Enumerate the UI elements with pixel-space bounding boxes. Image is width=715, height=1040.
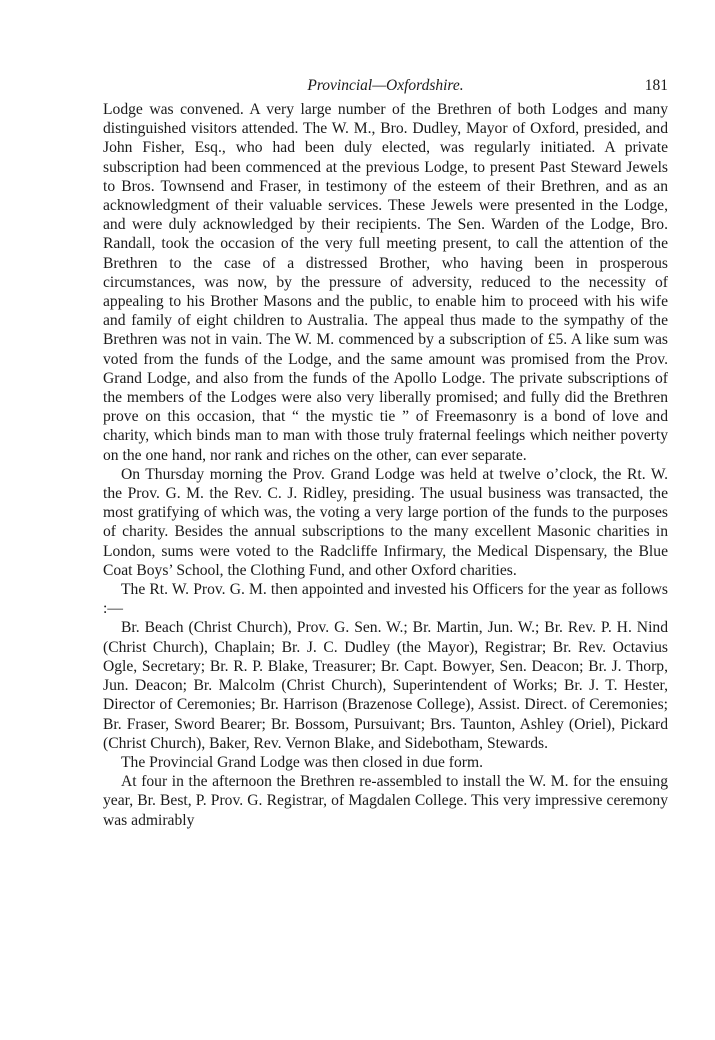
- paragraph-installation: At four in the afternoon the Brethren re-assembled to install the W. M. for the ensuing year, Br. Best, P. Prov. G. Registrar, of Magdalen College. This very impressive ceremony was admirably: [103, 773, 668, 829]
- paragraph-thursday-meeting: On Thursday morning the Prov. Grand Lodge was held at twelve o’clock, the Rt. W. the Prov. G. M. the Rev. C. J. Ridley, presiding. The usual business was transacted, the most gratifying of which was, the voting a very large portion of the funds to the purposes of charity. Besides the annual subscriptions to the many excellent Masonic charities in London, sums were voted to the Radcliffe Infirmary, the Medical Dispensary, the Blue Coat Boys’ School, the Clothing Fund, and other Oxford charities.: [103, 465, 668, 579]
- paragraph-lodge-convened: Lodge was convened. A very large number of the Brethren of both Lodges and many distinguished visitors attended. The W. M., Bro. Dudley, Mayor of Oxford, presided, and John Fisher, Esq., who had been duly elected, was regularly initiated. A private subscription had been commenced at the previous Lodge, to present Past Steward Jewels to Bros. Townsend and Fraser, in testimony of the esteem of their Brethren, and as an acknowledgment of their valuable services. These Jewels were presented in the Lodge, and were duly acknowledged by their recipients. The Sen. Warden of the Lodge, Bro. Randall, took the occasion of the very full meeting present, to call the attention of the Brethren to the case of a distressed Brother, who having been in prosperous circumstances, was now, by the pressure of adversity, reduced to the necessity of appealing to his Brother Masons and the public, to enable him to proceed with his wife and family of eight children to Australia. The appeal thus made to the sympathy of the Brethren was not in vain. The W. M. commenced by a subscription of £5. A like sum was voted from the funds of the Lodge, and the same amount was promised from the Prov. Grand Lodge, and also from the funds of the Apollo Lodge. The private subscriptions of the members of the Lodges were also very liberally promised; and fully did the Brethren prove on this occasion, that “ the mystic tie ” of Freemasonry is a bond of love and charity, which binds man to man with those truly fraternal feelings which neither poverty on the one hand, nor rank and riches on the other, can ever separate.: [103, 101, 668, 464]
- page-number: 181: [644, 77, 668, 94]
- paragraph-officers-intro: The Rt. W. Prov. G. M. then appointed and invested his Officers for the year as follows :—: [103, 581, 668, 618]
- book-page: [103, 74, 668, 830]
- running-title: Provincial—Oxfordshire.: [307, 77, 464, 94]
- paragraph-lodge-closed: The Provincial Grand Lodge was then closed in due form.: [121, 753, 484, 771]
- page-header: [103, 74, 668, 100]
- paragraph-officers-list: Br. Beach (Christ Church), Prov. G. Sen. W.; Br. Martin, Jun. W.; Br. Rev. P. H. Nind (Christ Church), Chaplain; Br. J. C. Dudley (the Mayor), Registrar; Br. Rev. Octavius Ogle, Secretary; Br. R. P. Blake, Treasurer; Br. Capt. Bowyer, Sen. Deacon; Br. J. Thorp, Jun. Deacon; Br. Malcolm (Christ Church), Superintendent of Works; Br. J. T. Hester, Director of Ceremonies; Br. Harrison (Brazenose College), Assist. Direct. of Ceremonies; Br. Fraser, Sword Bearer; Br. Bossom, Pursuivant; Brs. Taunton, Ashley (Oriel), Pickard (Christ Church), Baker, Rev. Vernon Blake, and Sidebotham, Stewards.: [103, 619, 668, 752]
- body-text: [103, 100, 668, 830]
